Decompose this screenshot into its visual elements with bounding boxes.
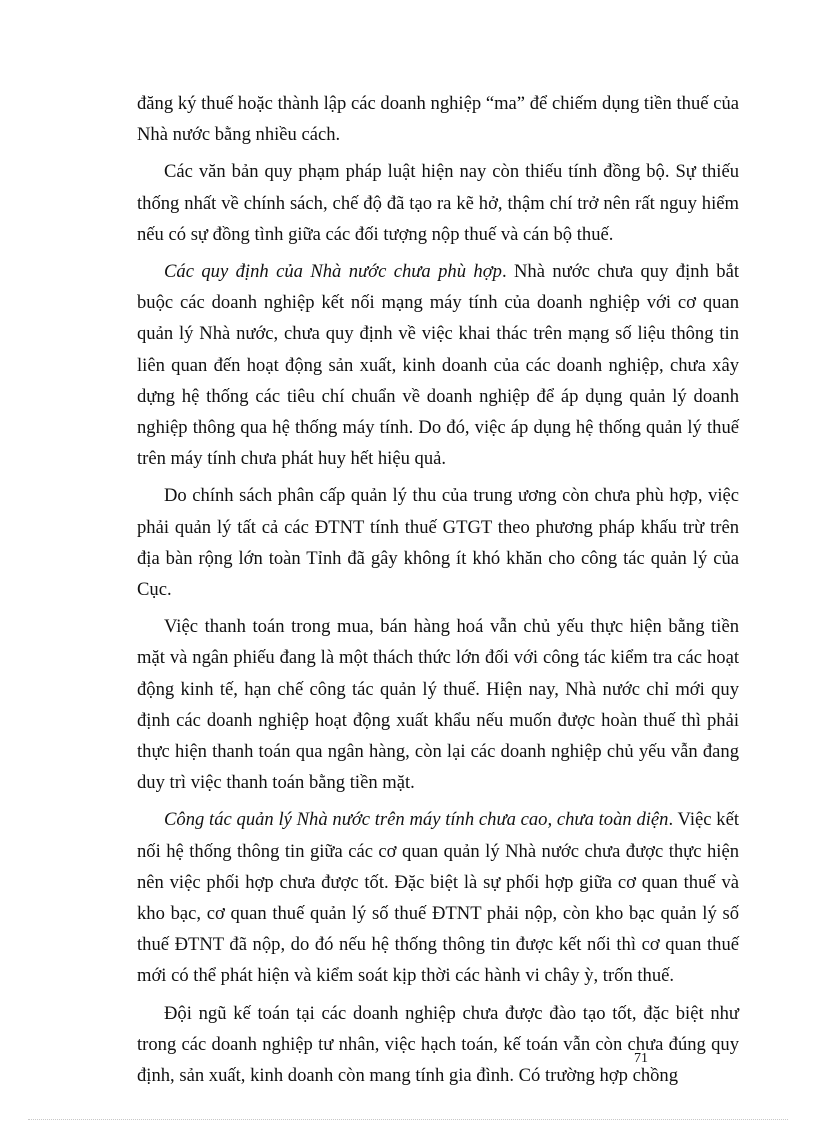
page-number: 71	[634, 1051, 648, 1066]
paragraph-3-lead: Các quy định của Nhà nước chưa phù hợp	[164, 261, 502, 283]
paragraph-5	[137, 611, 739, 798]
paragraph-5-text: Việc thanh toán trong mua, bán hàng hoá vẫn chủ yếu thực hiện bằng tiền mặt và ngân phiếu đang là một thách thức lớn đối với công tác kiểm tra các hoạt động kinh tế, hạn chế công tác quản lý thuế. Hiện nay, Nhà nước chỉ mới quy định các doanh nghiệp hoạt động xuất khẩu nếu muốn được hoàn thuế thì phải thực hiện thanh toán qua ngân hàng, còn lại các doanh nghiệp chủ yếu vẫn đang duy trì việc thanh toán bằng tiền mặt.	[137, 616, 739, 794]
paragraph-6-lead: Công tác quản lý Nhà nước trên máy tính chưa cao, chưa toàn diện	[164, 809, 669, 831]
paragraph-2-text: Các văn bản quy phạm pháp luật hiện nay còn thiếu tính đồng bộ. Sự thiếu thống nhất về chính sách, chế độ đã tạo ra kẽ hở, thậm chí trở nên rất nguy hiểm nếu có sự đồng tình giữa các đối tượng nộp thuế và cán bộ thuế.	[137, 161, 739, 245]
paragraph-1-text: đăng ký thuế hoặc thành lập các doanh nghiệp “ma” để chiếm dụng tiền thuế của Nhà nước bằng nhiều cách.	[137, 93, 739, 146]
paragraph-3-text: . Nhà nước chưa quy định bắt buộc các doanh nghiệp kết nối mạng máy tính của doanh nghiệp với cơ quan quản lý Nhà nước, chưa quy định về việc khai thác trên mạng số liệu thông tin liên quan đến hoạt động sản xuất, kinh doanh của các doanh nghiệp, chưa xây dựng hệ thống các tiêu chí chuẩn về doanh nghiệp để áp dụng quản lý doanh nghiệp thông qua hệ thống máy tính. Do đó, việc áp dụng hệ thống quản lý thuế trên máy tính chưa phát huy hết hiệu quả.	[137, 261, 739, 470]
paragraph-3	[137, 256, 739, 474]
paragraph-7	[137, 998, 739, 1092]
paragraph-6-text: . Việc kết nối hệ thống thông tin giữa các cơ quan quản lý Nhà nước chưa được thực hiện nên việc phối hợp chưa được tốt. Đặc biệt là sự phối hợp giữa cơ quan thuế và kho bạc, cơ quan thuế quản lý số thuế ĐTNT phải nộp, còn kho bạc quản lý số thuế ĐTNT đã nộp, do đó nếu hệ thống thông tin được kết nối thì cơ quan thuế mới có thể phát hiện và kiểm soát kịp thời các hành vi chây ỳ, trốn thuế.	[137, 809, 739, 987]
body-text	[137, 88, 739, 1097]
paragraph-7-text: Đội ngũ kế toán tại các doanh nghiệp chưa được đào tạo tốt, đặc biệt như trong các doanh nghiệp tư nhân, việc hạch toán, kế toán vẫn còn chưa đúng quy định, sản xuất, kinh doanh còn mang tính gia đình. Có trường hợp chồng	[137, 1002, 739, 1087]
paragraph-1	[137, 88, 739, 150]
page-bottom-divider	[28, 1119, 788, 1120]
paragraph-6	[137, 804, 739, 991]
paragraph-4-text: Do chính sách phân cấp quản lý thu của trung ương còn chưa phù hợp, việc phải quản lý tất cả các ĐTNT tính thuế GTGT theo phương pháp khấu trừ trên địa bàn rộng lớn toàn Tỉnh đã gây không ít khó khăn cho công tác quản lý của Cục.	[137, 485, 739, 601]
paragraph-2	[137, 156, 739, 250]
paragraph-4	[137, 480, 739, 605]
